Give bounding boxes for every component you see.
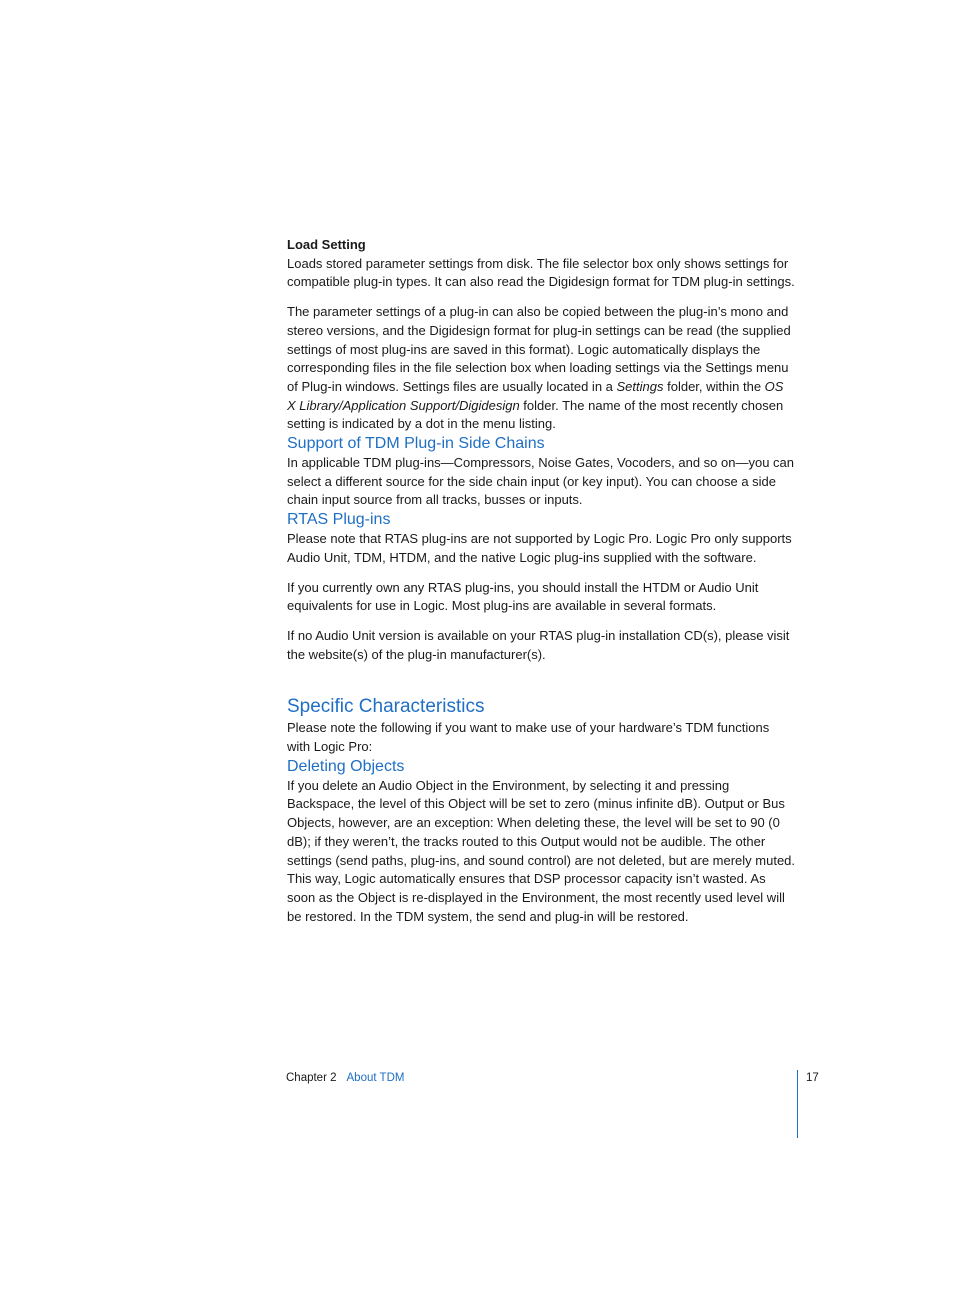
rtas-paragraph-3: If no Audio Unit version is available on your RTAS plug-in installation CD(s), please visit the website(s) of the plug-in manufacturer(s). — [287, 627, 790, 662]
side-chains-heading: Support of TDM Plug-in Side Chains — [287, 435, 545, 453]
param-text-3: folder. The name of the most recently chosen setting is indicated by a dot in the menu listing. — [287, 397, 784, 432]
footer-vertical-rule — [797, 1070, 798, 1138]
page-footer — [286, 1070, 404, 1086]
param-emphasis-settings: Settings — [616, 378, 664, 394]
page-number: 17 — [806, 1072, 819, 1084]
deleting-objects-paragraph: If you delete an Audio Object in the Environment, by selecting it and pressing Backspace, the level of this Object will be set to zero (minus infinite dB). Output or Bus Objects, however, are an exception: When deleting these, the level will be set to 90 (0 dB); if they weren’t, the tracks routed to this Output would not be audible. The other settings (send paths, plug-ins, and sound control) are not deleted, but are merely muted. This way, Logic automatically ensures that DSP processor capacity isn’t wasted. As soon as the Object is re-displayed in the Environment, the most recently used level will be restored. In the TDM system, the send and plug-in will be restored. — [287, 777, 796, 924]
specific-characteristics-paragraph: Please note the following if you want to make use of your hardware’s TDM functions with Logic Pro: — [287, 720, 770, 755]
specific-characteristics-heading: Specific Characteristics — [287, 696, 485, 718]
footer-chapter-label: Chapter 2 — [286, 1072, 337, 1084]
rtas-paragraph-2: If you currently own any RTAS plug-ins, you should install the HTDM or Audio Unit equivalents for use in Logic. Most plug-ins are available in several formats. — [287, 579, 759, 614]
deleting-objects-heading: Deleting Objects — [287, 757, 405, 775]
param-text-1: The parameter settings of a plug-in can also be copied between the plug-in’s mono and stereo versions, and the Digidesign format for plug-in settings can be read (the supplied settings of most plug-ins are saved in this format). Logic automatically displays the corresponding files in the file selection box when loading settings via the Settings menu of Plug-in windows. Settings files are usually located in a — [287, 304, 791, 394]
side-chains-paragraph: In applicable TDM plug-ins—Compressors, Noise Gates, Vocoders, and so on—you can select a different source for the side chain input (or key input). You can choose a side chain input source from all tracks, busses or inputs. — [287, 455, 795, 508]
page-content — [287, 236, 795, 926]
parameter-settings-paragraph — [287, 303, 795, 434]
load-setting-description: Loads stored parameter settings from disk. The file selector box only shows settings for compatible plug-in types. It can also read the Digidesign format for TDM plug-in settings. — [287, 255, 795, 290]
load-setting-term: Load Setting — [287, 237, 366, 252]
rtas-paragraph-1: Please note that RTAS plug-ins are not supported by Logic Pro. Logic Pro only supports Audio Unit, TDM, HTDM, and the native Logic plug-ins supplied with the software. — [287, 531, 792, 565]
rtas-heading: RTAS Plug-ins — [287, 511, 391, 529]
param-emphasis-path: OS X Library/Application Support/Digidesign — [287, 378, 784, 413]
footer-chapter-title: About TDM — [346, 1072, 405, 1084]
param-text-2: folder, within the — [663, 378, 765, 394]
